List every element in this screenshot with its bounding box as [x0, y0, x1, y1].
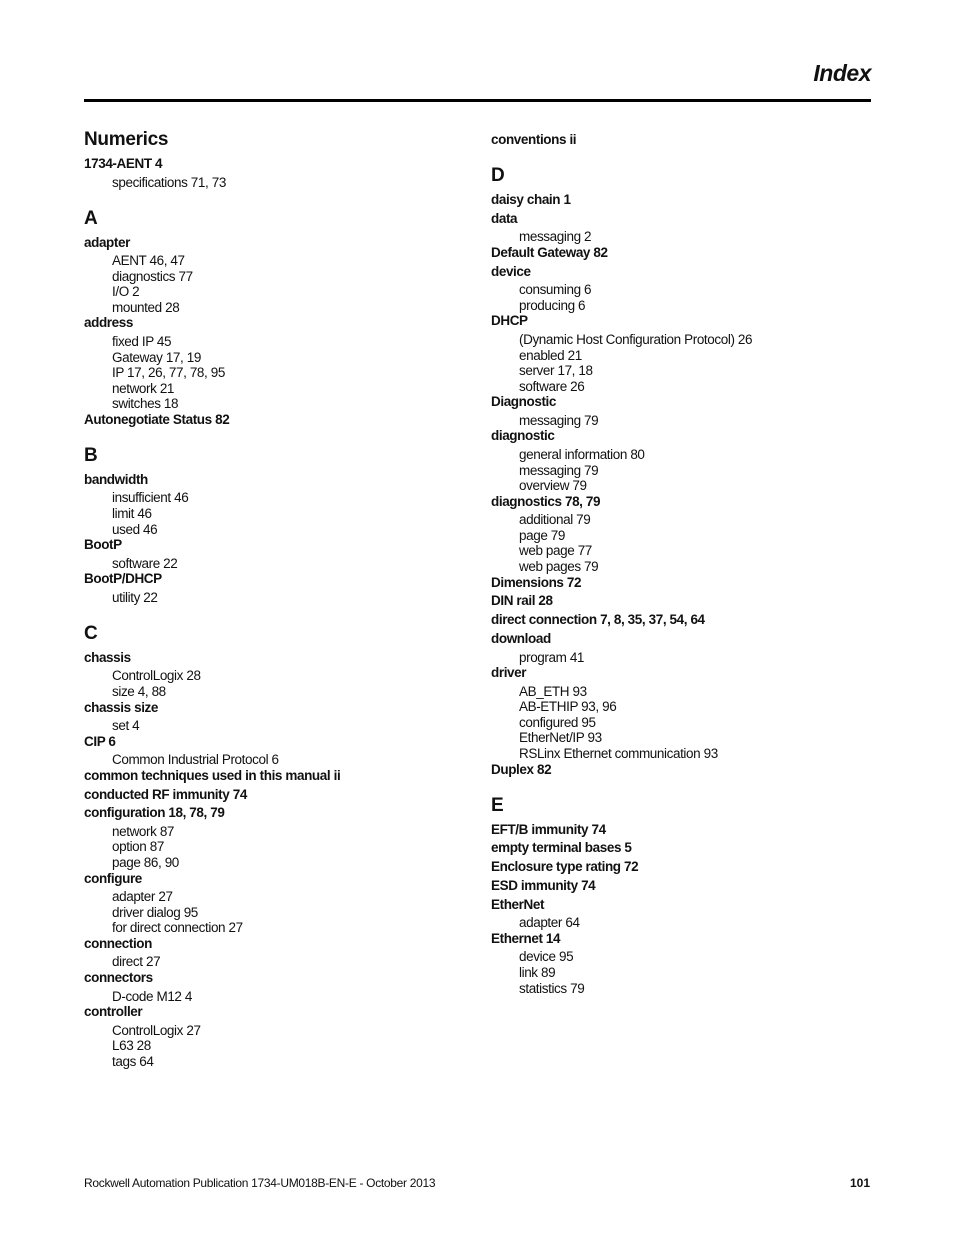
index-subentry: Gateway 17, 19: [112, 349, 201, 365]
index-subentry: configured 95: [519, 714, 596, 730]
index-subentry: specifications 71, 73: [112, 174, 226, 190]
index-term: device: [491, 263, 531, 279]
index-subentry: additional 79: [519, 512, 591, 528]
index-term: Default Gateway 82: [491, 244, 608, 260]
index-term: DHCP: [491, 313, 528, 329]
index-subentry: link 89: [519, 965, 556, 980]
index-subentry: tags 64: [112, 1053, 154, 1069]
index-subentry: switches 18: [112, 396, 179, 412]
index-subentry: limit 46: [112, 506, 152, 521]
index-subentry: mounted 28: [112, 299, 180, 315]
index-subentry: fixed IP 45: [112, 333, 172, 349]
index-subentry: consuming 6: [519, 282, 592, 298]
index-term: Enclosure type rating 72: [491, 859, 639, 875]
index-subentry: statistics 79: [519, 980, 585, 996]
index-term: controller: [84, 1004, 143, 1020]
index-subentry: network 87: [112, 823, 175, 839]
index-subentry: enabled 21: [519, 347, 582, 363]
index-subentry: messaging 79: [519, 412, 599, 428]
index-term: chassis size: [84, 699, 159, 715]
index-subentry: driver dialog 95: [112, 904, 198, 920]
index-subentry: diagnostics 77: [112, 268, 193, 284]
index-term: diagnostic: [491, 428, 555, 444]
index-subentry: messaging 2: [519, 229, 592, 245]
index-subentry: utility 22: [112, 589, 158, 605]
index-term: conducted RF immunity 74: [84, 786, 247, 802]
index-term: ESD immunity 74: [491, 878, 596, 893]
index-subentry: used 46: [112, 521, 158, 537]
index-subentry: set 4: [112, 718, 140, 733]
index-term: driver: [491, 665, 527, 681]
index-term: empty terminal bases 5: [491, 840, 632, 856]
index-subentry: network 21: [112, 380, 175, 396]
index-subentry: AENT 46, 47: [112, 253, 185, 268]
index-subentry: software 22: [112, 555, 178, 571]
index-term: Diagnostic: [491, 394, 557, 410]
index-term: configuration 18, 78, 79: [84, 805, 225, 821]
index-term: diagnostics 78, 79: [491, 493, 601, 509]
index-term: BootP/DHCP: [84, 571, 162, 587]
index-subentry: device 95: [519, 949, 574, 965]
index-subentry: messaging 79: [519, 462, 599, 478]
index-subentry: ControlLogix 28: [112, 668, 201, 684]
index-term: chassis: [84, 649, 131, 665]
index-subentry: program 41: [519, 649, 585, 665]
index-subentry: adapter 64: [519, 915, 580, 931]
index-subentry: producing 6: [519, 297, 586, 313]
index-subentry: size 4, 88: [112, 683, 166, 699]
index-term: connectors: [84, 970, 153, 985]
index-term: daisy chain 1: [491, 192, 571, 207]
index-section-header: E: [491, 794, 504, 816]
index-subentry: for direct connection 27: [112, 920, 243, 936]
index-term: Dimensions 72: [491, 574, 582, 590]
index-subentry: page 79: [519, 527, 565, 543]
index-subentry: RSLinx Ethernet communication 93: [519, 746, 718, 761]
index-term: adapter: [84, 234, 130, 250]
index-subentry: IP 17, 26, 77, 78, 95: [112, 365, 225, 381]
index-section-header: B: [84, 444, 98, 466]
index-term: data: [491, 210, 518, 226]
index-section-header: A: [84, 207, 98, 229]
index-term: BootP: [84, 537, 122, 553]
index-term: EFT/B immunity 74: [491, 821, 606, 837]
index-term: conventions ii: [491, 132, 577, 147]
page-title: Index: [813, 60, 871, 86]
title-rule: [84, 99, 871, 102]
index-subentry: Common Industrial Protocol 6: [112, 752, 279, 768]
index-term: bandwidth: [84, 471, 148, 487]
index-term: common techniques used in this manual ii: [84, 767, 341, 783]
index-subentry: I/O 2: [112, 284, 140, 300]
index-section-header: Numerics: [84, 129, 169, 150]
index-subentry: overview 79: [519, 478, 587, 494]
index-subentry: L63 28: [112, 1038, 151, 1054]
index-subentry: (Dynamic Host Configuration Protocol) 26: [519, 331, 753, 347]
index-subentry: adapter 27: [112, 889, 173, 905]
footer-page-number: 101: [849, 1176, 870, 1190]
index-section-header: D: [491, 165, 505, 186]
index-term: Autonegotiate Status 82: [84, 411, 230, 427]
index-subentry: web page 77: [519, 543, 592, 559]
index-subentry: D-code M12 4: [112, 988, 192, 1004]
index-subentry: software 26: [519, 378, 585, 394]
index-term: EtherNet: [491, 896, 545, 912]
index-term: download: [491, 631, 551, 646]
index-subentry: AB_ETH 93: [519, 683, 587, 699]
index-subentry: server 17, 18: [519, 363, 593, 379]
index-subentry: ControlLogix 27: [112, 1022, 201, 1038]
index-subentry: web pages 79: [519, 559, 599, 574]
index-subentry: EtherNet/IP 93: [519, 730, 602, 746]
index-term: connection: [84, 935, 153, 951]
index-subentry: insufficient 46: [112, 490, 189, 506]
index-subentry: AB-ETHIP 93, 96: [519, 699, 617, 715]
index-subentry: option 87: [112, 839, 164, 855]
index-term: configure: [84, 870, 142, 886]
index-term: Duplex 82: [491, 761, 552, 777]
index-term: 1734-AENT 4: [84, 156, 163, 171]
index-subentry: general information 80: [519, 446, 645, 462]
index-term: Ethernet 14: [491, 930, 561, 946]
index-term: DIN rail 28: [491, 593, 553, 609]
index-section-header: C: [84, 622, 98, 644]
index-subentry: page 86, 90: [112, 855, 179, 870]
index-term: address: [84, 315, 133, 331]
index-term: direct connection 7, 8, 35, 37, 54, 64: [491, 612, 705, 628]
footer-publication: Rockwell Automation Publication 1734-UM018B-EN-E - October 2013: [84, 1176, 436, 1190]
index-term: CIP 6: [84, 733, 116, 749]
index-subentry: direct 27: [112, 954, 161, 970]
